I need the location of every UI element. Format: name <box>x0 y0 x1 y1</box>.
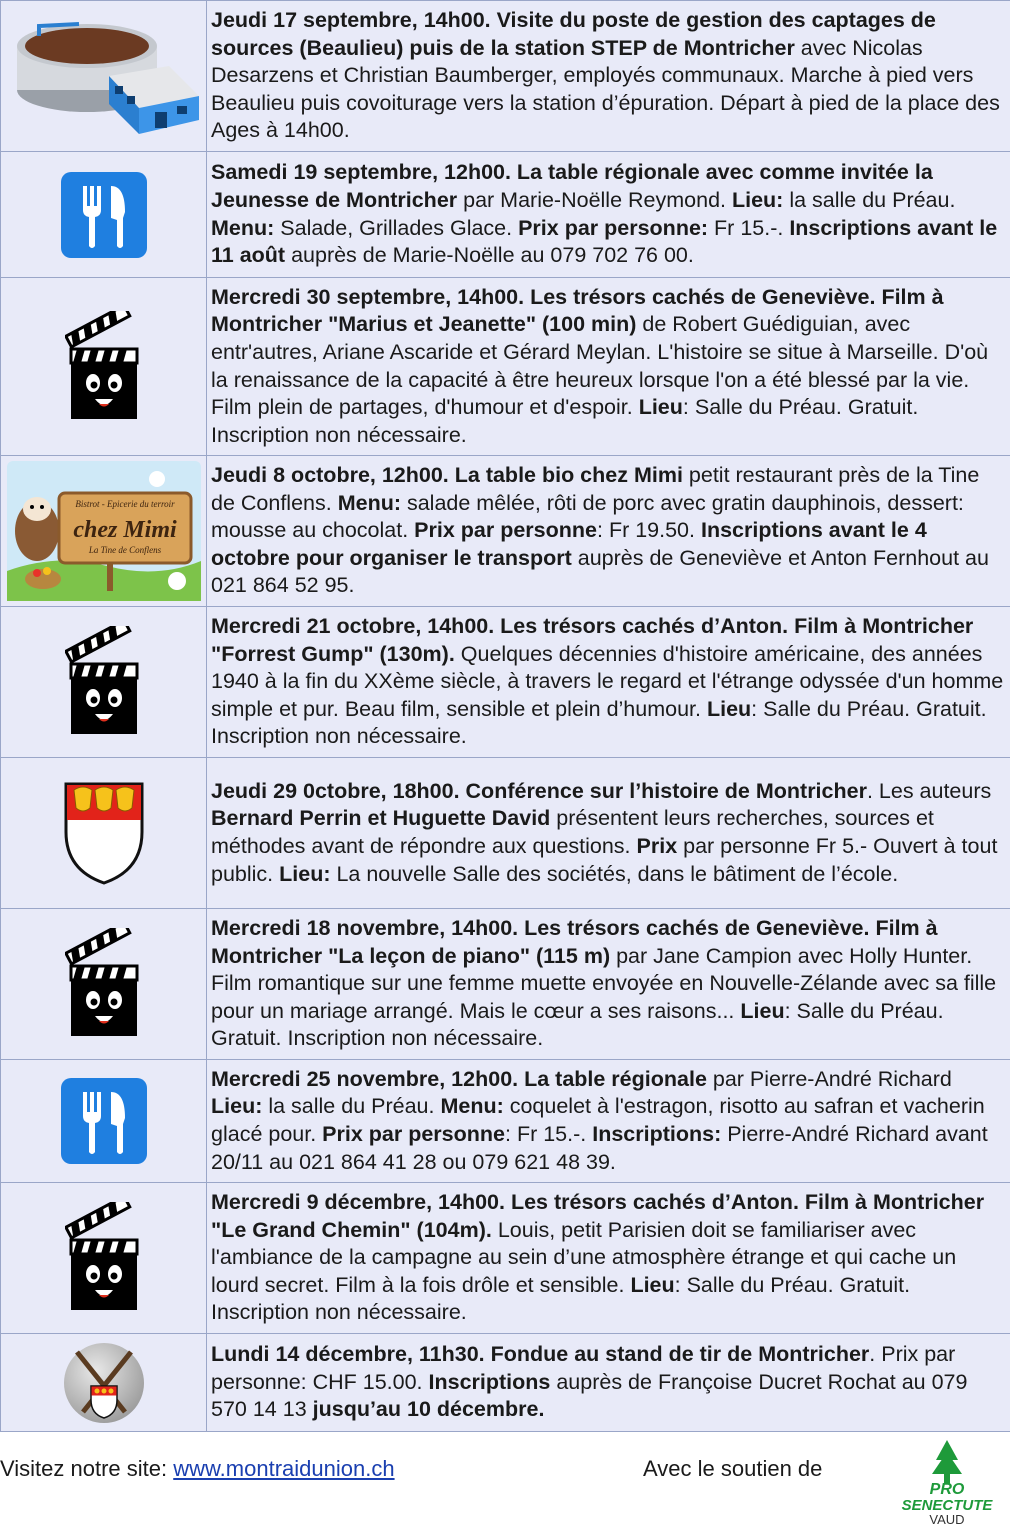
event-text: Louis, petit Parisien doit se familiariser avec l'ambiance de la campagne au sein d’une atmosphère étrange et qui cache un lourd secret. Film à la fois drôle et sensible. <box>211 1217 957 1297</box>
event-text: . Prix par personne: CHF 15.00. <box>211 1342 956 1394</box>
event-description <box>207 1 1010 152</box>
event-text: Salade, Grillades Glace. <box>274 215 519 240</box>
logo-line1: PRO <box>929 1481 965 1498</box>
event-text-bold: Menu: <box>337 490 401 515</box>
event-text-bold: Mercredi 21 octobre, 14h00. Les trésors cachés d’Anton. Film à Montricher "Forrest Gump" (130m). <box>211 614 974 666</box>
site-link[interactable]: www.montraidunion.ch <box>173 1456 395 1481</box>
film-clapper-icon <box>65 1202 143 1314</box>
event-text: avec Nicolas Desarzens et Christian Baumberger, employés communaux. Marche à pied vers Beaulieu puis covoiturage vers la station d’épuration. Départ à pied de la place des Ages à 14h00. <box>211 35 1000 143</box>
event-icon-cell <box>1 1334 207 1432</box>
event-text-bold: Prix <box>636 834 678 858</box>
event-icon-cell <box>1 1060 207 1183</box>
event-text-bold: Inscriptions <box>428 1369 551 1394</box>
event-text-bold: Bernard Perrin et Huguette David <box>211 806 551 831</box>
event-icon-cell <box>1 1 207 152</box>
event-row <box>1 278 1010 456</box>
event-icon-cell <box>1 607 207 758</box>
event-text-bold: Prix par personne <box>322 1122 505 1146</box>
event-text: : Salle du Préau. Gratuit. Inscription non nécessaire. <box>211 1272 911 1325</box>
event-text-bold: Menu: <box>211 215 275 240</box>
event-text: : Salle du Préau. Gratuit. Inscription non nécessaire. <box>211 696 987 749</box>
event-text: auprès de Geneviève et Anton Fernhout au 021 864 52 95. <box>211 545 989 598</box>
event-text-bold: Lieu <box>706 696 752 721</box>
event-text-bold: Lundi 14 décembre, 11h30. Fondue au stand de tir de Montricher <box>211 1342 870 1367</box>
event-text: : Fr 15.-. <box>505 1122 593 1146</box>
event-text: Pierre-André Richard avant 20/11 au 021 864 41 28 ou 079 621 48 39. <box>211 1122 988 1174</box>
event-description <box>207 607 1010 758</box>
event-text: auprès de Marie-Noëlle au 079 702 76 00. <box>285 243 694 268</box>
event-text-bold: Mercredi 9 décembre, 14h00. Les trésors cachés d’Anton. Film à Montricher "Le Grand Chemin" (104m). <box>211 1190 985 1242</box>
event-text-bold: Inscriptions avant le 4 octobre pour organiser le transport <box>211 518 927 570</box>
event-icon-cell <box>1 278 207 456</box>
event-icon-cell <box>1 1183 207 1334</box>
water-station-icon <box>9 16 199 136</box>
film-clapper-icon <box>65 928 143 1040</box>
shooting-club-emblem-icon <box>63 1342 145 1424</box>
event-icon-cell <box>1 456 207 607</box>
event-row <box>1 1183 1010 1334</box>
event-text: auprès de Françoise Ducret Rochat au 079 570 14 13 <box>211 1369 968 1422</box>
footer-visit <box>0 1456 395 1482</box>
event-text-bold: Lieu: <box>731 187 784 212</box>
event-text-bold: Prix par personne <box>414 518 597 543</box>
event-text: la salle du Préau. <box>262 1094 441 1119</box>
event-text-bold: Lieu <box>638 395 683 420</box>
footer <box>0 1452 1010 1526</box>
event-text: coquelet à l'estragon, risotto au safran et vacherin glacé pour. <box>211 1094 985 1146</box>
event-text: petit restaurant près de la Tine de Conflens. <box>211 463 980 515</box>
event-text: présentent leurs recherches, sources et méthodes avant de répondre aux questions. <box>211 806 934 858</box>
event-icon-cell <box>1 909 207 1060</box>
event-text-bold: Mercredi 30 septembre, 14h00. Les trésors cachés de Geneviève. Film à Montricher "Marius et Jeanette" (100 min) <box>211 284 944 337</box>
event-text-bold: Inscriptions: <box>592 1122 722 1146</box>
event-icon-cell <box>1 758 207 909</box>
event-text-bold: Inscriptions avant le 11 août <box>211 215 998 268</box>
event-description <box>207 1060 1010 1183</box>
logo-line3: VAUD <box>929 1512 965 1526</box>
event-row <box>1 909 1010 1060</box>
event-text: la salle du Préau. <box>783 187 956 212</box>
event-description <box>207 758 1010 909</box>
event-text: par Jane Campion avec Holly Hunter. Film romantique sur une femme muette envoyée en Nouvelle-Zélande avec sa fille pour un mariage arrangé. Mais le cœur a ses raisons... <box>211 943 997 1023</box>
event-text: . Les auteurs <box>866 778 992 803</box>
event-description <box>207 152 1010 278</box>
event-row <box>1 1334 1010 1432</box>
event-text-bold: Jeudi 29 0ctobre, 18h00. Conférence sur l’histoire de Montricher <box>211 778 867 803</box>
coat-of-arms-icon <box>62 780 146 886</box>
event-text: : Fr 19.50. <box>597 518 701 543</box>
film-clapper-icon <box>65 626 143 738</box>
event-text: La nouvelle Salle des sociétés, dans le bâtiment de l’école. <box>330 861 899 886</box>
event-text: Fr 15.-. <box>708 215 790 240</box>
event-text: Quelques décennies d'histoire américaine, des années 1940 à la fin du XXème siècle, à travers le regard et l'étrange odyssée d'un homme simple et pur. Beau film, sensible et plein d’humour. <box>211 641 1004 721</box>
event-text-bold: Lieu: <box>211 1094 263 1119</box>
event-text-bold: Lieu: <box>279 861 331 886</box>
event-text: de Robert Guédiguian, avec entr'autres, Ariane Ascaride et Gérard Meylan. L'histoire se situe à Marseille. D'où la renaissance de la capacité à être heureux lorsque l'on a été blessé par la vie. Film plein de partages, d'humour et d'espoir. <box>211 312 989 420</box>
sign-top-text: Bistrot - Epicerie du terroir <box>74 499 175 509</box>
event-text-bold: Prix par personne: <box>518 215 709 240</box>
support-label: Avec le soutien de <box>643 1456 823 1481</box>
event-description <box>207 1334 1010 1432</box>
event-icon-cell <box>1 152 207 278</box>
visit-label: Visitez notre site: <box>0 1456 174 1481</box>
event-text-bold: Samedi 19 septembre, 12h00. La table régionale avec comme invitée la Jeunesse de Montricher <box>211 160 933 212</box>
chez-mimi-sign-icon <box>7 461 201 601</box>
event-text-bold: Lieu <box>630 1272 675 1297</box>
film-clapper-icon <box>65 311 143 423</box>
sign-sub-text: La Tine de Conflens <box>88 545 161 555</box>
event-text: : Salle du Préau. Gratuit. Inscription non nécessaire. <box>211 998 944 1051</box>
pro-senectute-logo <box>892 1438 1002 1526</box>
event-row <box>1 758 1010 909</box>
event-text-bold: Jeudi 17 septembre, 14h00. Visite du poste de gestion des captages de sources (Beaulieu) puis de la station STEP de Montricher <box>211 8 936 60</box>
event-row <box>1 1 1010 152</box>
logo-line2: SENECTUTE <box>901 1497 993 1514</box>
event-text-bold: Mercredi 18 novembre, 14h00. Les trésors cachés de Geneviève. Film à Montricher "La leçon de piano" (115 m) <box>211 916 938 968</box>
event-text: par personne Fr 5.- Ouvert à tout public. <box>211 834 998 886</box>
event-description <box>207 909 1010 1060</box>
restaurant-icon <box>61 1078 147 1164</box>
event-text-bold: jusqu’au 10 décembre. <box>312 1397 545 1422</box>
event-text: salade mêlée, rôti de porc avec gratin dauphinois, dessert: mousse au chocolat. <box>211 490 964 543</box>
event-text-bold: Jeudi 8 octobre, 12h00. La table bio chez Mimi <box>211 463 683 488</box>
event-description <box>207 456 1010 607</box>
event-row <box>1 152 1010 278</box>
event-row <box>1 607 1010 758</box>
event-row <box>1 456 1010 607</box>
event-text-bold: Lieu <box>740 998 785 1023</box>
event-row <box>1 1060 1010 1183</box>
event-text-bold: Menu: <box>440 1094 504 1119</box>
event-description <box>207 278 1010 456</box>
sign-name-text: chez Mimi <box>72 517 177 543</box>
event-text: par Pierre-André Richard <box>706 1066 952 1091</box>
restaurant-icon <box>61 172 147 258</box>
event-description <box>207 1183 1010 1334</box>
event-text: par Marie-Noëlle Reymond. <box>457 187 732 212</box>
event-text: : Salle du Préau. Gratuit. Inscription non nécessaire. <box>211 395 919 447</box>
event-text-bold: Mercredi 25 novembre, 12h00. La table régionale <box>211 1066 707 1091</box>
